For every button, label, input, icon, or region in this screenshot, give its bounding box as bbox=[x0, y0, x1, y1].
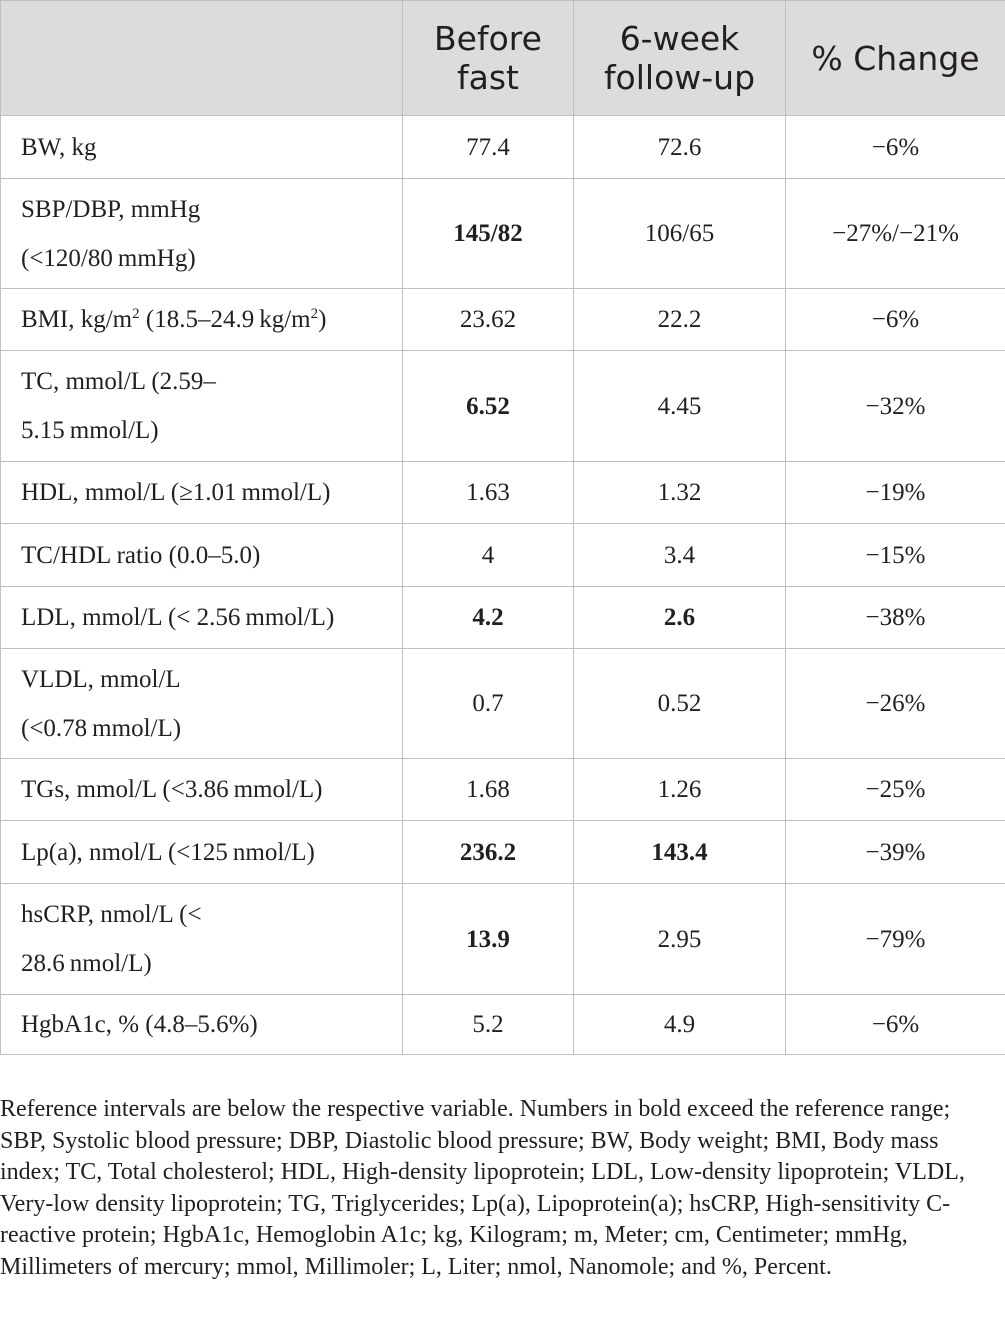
row-label bbox=[1, 649, 403, 759]
before-value: 1.63 bbox=[403, 462, 574, 524]
before-value: 4 bbox=[403, 524, 574, 587]
row-label: HgbA1c, % (4.8–5.6%) bbox=[1, 995, 403, 1055]
table-row bbox=[1, 524, 1005, 587]
table-row bbox=[1, 587, 1005, 649]
row-label-line-2: 28.6 nmol/L) bbox=[21, 950, 152, 977]
table-row bbox=[1, 995, 1005, 1055]
row-label-part-c: ) bbox=[318, 306, 327, 333]
table-row bbox=[1, 649, 1005, 759]
row-label: TGs, mmol/L (<3.86 mmol/L) bbox=[1, 759, 403, 821]
after-value: 143.4 bbox=[574, 821, 786, 884]
after-value: 1.32 bbox=[574, 462, 786, 524]
change-value: −6% bbox=[786, 995, 1005, 1055]
row-label bbox=[1, 884, 403, 995]
header-row bbox=[1, 1, 1005, 116]
table-footnote: Reference intervals are below the respective variable. Numbers in bold exceed the reference range; SBP, Systolic blood pressure; DBP, Diastolic blood pressure; BW, Body weight; BMI, Body mass index; TC, Total cholesterol; HDL, High-density lipoprotein; LDL, Low-density lipoprotein; VLDL, Very-low density lipoprotein; TG, Triglycerides; Lp(a), Lipoprotein(a); hsCRP, High-sensitivity C-reactive protein; HgbA1c, Hemoglobin A1c; kg, Kilogram; m, Meter; cm, Centimeter; mmHg, Millimeters of mercury; mmol, Millimoler; L, Liter; nmol, Nanomole; and %, Percent. bbox=[0, 1096, 965, 1280]
after-value: 4.9 bbox=[574, 995, 786, 1055]
before-value: 5.2 bbox=[403, 995, 574, 1055]
table-row bbox=[1, 759, 1005, 821]
row-label bbox=[1, 351, 403, 462]
after-value: 2.6 bbox=[574, 587, 786, 649]
change-value: −79% bbox=[786, 884, 1005, 995]
row-label: TC/HDL ratio (0.0–5.0) bbox=[1, 524, 403, 587]
row-label: Lp(a), nmol/L (<125 nmol/L) bbox=[1, 821, 403, 884]
row-label-part-a: BMI, kg/m bbox=[21, 306, 133, 333]
row-label bbox=[1, 289, 403, 351]
table-row bbox=[1, 289, 1005, 351]
row-label-part-b: (18.5–24.9 kg/m bbox=[139, 306, 311, 333]
change-value: −6% bbox=[786, 289, 1005, 351]
change-value: −27%/−21% bbox=[786, 179, 1005, 289]
before-value: 23.62 bbox=[403, 289, 574, 351]
row-label: LDL, mmol/L (< 2.56 mmol/L) bbox=[1, 587, 403, 649]
table-row bbox=[1, 351, 1005, 462]
change-value: −26% bbox=[786, 649, 1005, 759]
table-row bbox=[1, 821, 1005, 884]
after-value: 106/65 bbox=[574, 179, 786, 289]
header-6-week-follow-up: 6-week follow-up bbox=[574, 1, 786, 116]
header-before-fast: Before fast bbox=[403, 1, 574, 116]
row-label-line-1: TC, mmol/L (2.59– bbox=[21, 368, 216, 395]
row-label-line-2: 5.15 mmol/L) bbox=[21, 417, 159, 444]
after-value: 72.6 bbox=[574, 116, 786, 179]
change-value: −25% bbox=[786, 759, 1005, 821]
row-label-line-2: (<120/80 mmHg) bbox=[21, 244, 196, 272]
header-percent-change: % Change bbox=[786, 1, 1005, 116]
row-label: BW, kg bbox=[1, 116, 403, 179]
before-value: 6.52 bbox=[403, 351, 574, 462]
change-value: −19% bbox=[786, 462, 1005, 524]
header-variable bbox=[1, 1, 403, 116]
change-value: −15% bbox=[786, 524, 1005, 587]
before-value: 145/82 bbox=[403, 179, 574, 289]
after-value: 2.95 bbox=[574, 884, 786, 995]
row-label-superscript: 2 bbox=[132, 306, 140, 322]
row-label-superscript: 2 bbox=[310, 306, 319, 322]
change-value: −6% bbox=[786, 116, 1005, 179]
after-value: 0.52 bbox=[574, 649, 786, 759]
before-value: 4.2 bbox=[403, 587, 574, 649]
after-value: 1.26 bbox=[574, 759, 786, 821]
before-value: 1.68 bbox=[403, 759, 574, 821]
change-value: −32% bbox=[786, 351, 1005, 462]
row-label-line-1: SBP/DBP, mmHg bbox=[21, 195, 201, 223]
after-value: 3.4 bbox=[574, 524, 786, 587]
table-row bbox=[1, 462, 1005, 524]
change-value: −39% bbox=[786, 821, 1005, 884]
row-label-line-2: (<0.78 mmol/L) bbox=[21, 714, 182, 742]
table-row bbox=[1, 884, 1005, 995]
change-value: −38% bbox=[786, 587, 1005, 649]
row-label bbox=[1, 179, 403, 289]
after-value: 4.45 bbox=[574, 351, 786, 462]
before-value: 236.2 bbox=[403, 821, 574, 884]
table-row bbox=[1, 116, 1005, 179]
before-value: 13.9 bbox=[403, 884, 574, 995]
before-value: 0.7 bbox=[403, 649, 574, 759]
after-value: 22.2 bbox=[574, 289, 786, 351]
row-label: HDL, mmol/L (≥1.01 mmol/L) bbox=[1, 462, 403, 524]
table-row bbox=[1, 179, 1005, 289]
before-value: 77.4 bbox=[403, 116, 574, 179]
row-label-line-1: VLDL, mmol/L bbox=[21, 665, 181, 693]
row-label-line-1: hsCRP, nmol/L (< bbox=[21, 901, 202, 928]
